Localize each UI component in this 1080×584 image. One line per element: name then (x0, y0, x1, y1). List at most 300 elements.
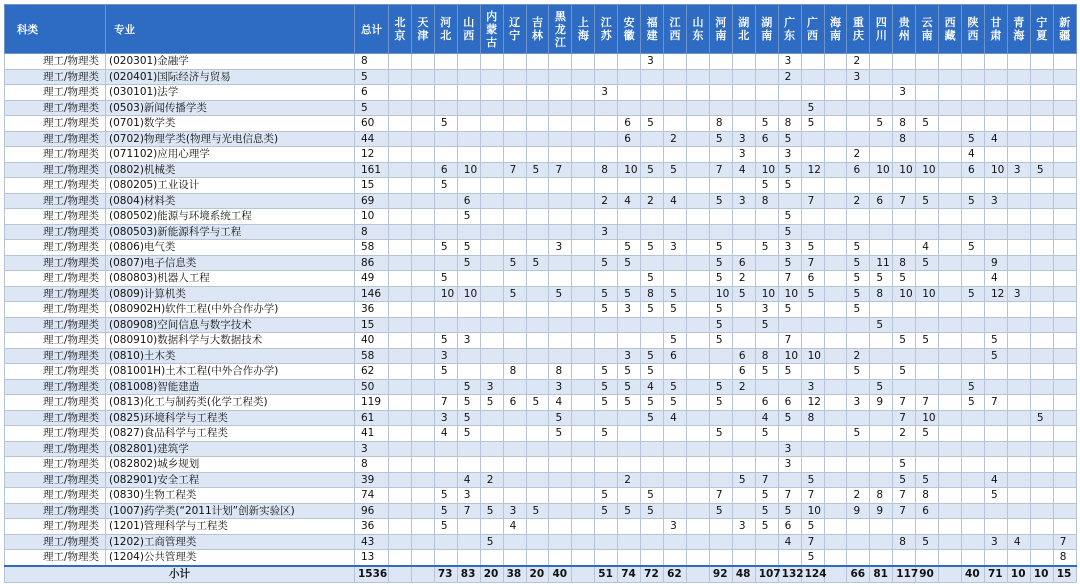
major-cell: (0503)新闻传播学类 (106, 100, 355, 116)
province-quota-cell (824, 426, 847, 442)
province-quota-cell (664, 364, 687, 380)
province-quota-cell (1007, 550, 1030, 566)
header-province (916, 5, 939, 54)
province-quota-cell (549, 519, 572, 535)
province-quota-cell (755, 85, 778, 101)
province-quota-cell: 5 (801, 472, 824, 488)
province-quota-cell (1053, 426, 1076, 442)
province-quota-cell (480, 69, 503, 85)
province-quota-cell (503, 116, 526, 132)
province-quota-cell (549, 333, 572, 349)
province-quota-cell: 6 (847, 162, 870, 178)
province-quota-cell (916, 131, 939, 147)
province-quota-cell: 8 (870, 488, 893, 504)
province-quota-cell: 7 (984, 395, 1007, 411)
table-row (5, 240, 1077, 256)
province-quota-cell (893, 441, 916, 457)
province-quota-cell (389, 426, 412, 442)
province-quota-cell (732, 85, 755, 101)
province-quota-cell (411, 193, 434, 209)
province-quota-cell (572, 116, 595, 132)
major-cell: (080908)空间信息与数字技术 (106, 317, 355, 333)
major-cell: (080902H)软件工程(中外合作办学) (106, 302, 355, 318)
major-cell: (1201)管理科学与工程类 (106, 519, 355, 535)
province-quota-cell (595, 333, 618, 349)
province-quota-cell (526, 457, 549, 473)
province-quota-cell (732, 100, 755, 116)
province-quota-cell (480, 193, 503, 209)
province-quota-cell: 5 (755, 317, 778, 333)
province-quota-cell (916, 85, 939, 101)
province-quota-cell (457, 271, 480, 287)
province-quota-cell (778, 426, 801, 442)
province-quota-cell (939, 240, 962, 256)
province-quota-cell (939, 410, 962, 426)
province-quota-cell (870, 348, 893, 364)
province-quota-cell (984, 379, 1007, 395)
province-quota-cell (847, 410, 870, 426)
province-quota-cell (1030, 457, 1053, 473)
province-quota-cell (503, 100, 526, 116)
province-quota-cell (686, 69, 709, 85)
province-quota-cell (549, 224, 572, 240)
province-quota-cell: 12 (801, 395, 824, 411)
province-quota-cell (480, 178, 503, 194)
province-quota-cell (939, 364, 962, 380)
province-quota-cell: 2 (847, 348, 870, 364)
province-quota-cell: 5 (709, 193, 732, 209)
province-quota-cell (480, 162, 503, 178)
province-quota-cell: 4 (984, 271, 1007, 287)
province-quota-cell: 3 (732, 131, 755, 147)
province-quota-cell (411, 550, 434, 566)
province-quota-cell (755, 147, 778, 163)
province-quota-cell (732, 410, 755, 426)
table-row (5, 224, 1077, 240)
province-quota-cell (686, 472, 709, 488)
province-quota-cell (411, 162, 434, 178)
province-quota-cell (1030, 395, 1053, 411)
province-quota-cell (572, 472, 595, 488)
province-quota-cell (1007, 395, 1030, 411)
province-quota-cell: 2 (778, 69, 801, 85)
province-quota-cell (526, 441, 549, 457)
province-quota-cell (870, 519, 893, 535)
category-cell: 理工/物理类 (5, 69, 106, 85)
province-quota-cell (1007, 131, 1030, 147)
header-province-label: 陕西 (967, 16, 979, 42)
subtotal-row (5, 566, 1077, 583)
province-quota-cell (870, 147, 893, 163)
province-quota-cell (572, 162, 595, 178)
province-quota-cell (641, 333, 664, 349)
province-quota-cell: 3 (732, 193, 755, 209)
province-quota-cell (618, 209, 641, 225)
province-quota-cell (801, 54, 824, 70)
province-quota-cell: 8 (595, 162, 618, 178)
province-quota-cell: 4 (984, 472, 1007, 488)
province-quota-cell (411, 457, 434, 473)
table-row (5, 519, 1077, 535)
province-quota-cell (411, 364, 434, 380)
province-quota-cell (1053, 193, 1076, 209)
header-province (801, 5, 824, 54)
province-quota-cell (1007, 379, 1030, 395)
province-quota-cell (411, 85, 434, 101)
province-quota-cell (686, 426, 709, 442)
province-quota-cell: 5 (755, 426, 778, 442)
province-quota-cell (618, 100, 641, 116)
province-quota-cell (916, 178, 939, 194)
province-quota-cell: 5 (480, 534, 503, 550)
province-quota-cell (1053, 348, 1076, 364)
header-province-label: 四川 (875, 16, 887, 42)
province-quota-cell: 7 (778, 271, 801, 287)
header-province-label: 北京 (394, 16, 406, 42)
province-quota-cell (801, 457, 824, 473)
province-quota-cell (389, 519, 412, 535)
province-quota-cell (686, 534, 709, 550)
province-quota-cell (939, 116, 962, 132)
subtotal-province-cell: 132 (778, 566, 801, 583)
province-quota-cell (572, 54, 595, 70)
province-quota-cell: 3 (595, 85, 618, 101)
province-quota-cell (526, 410, 549, 426)
major-cell: (0827)食品科学与工程类 (106, 426, 355, 442)
province-quota-cell (778, 100, 801, 116)
province-quota-cell (572, 333, 595, 349)
province-quota-cell (984, 410, 1007, 426)
province-quota-cell (962, 441, 985, 457)
province-quota-cell: 5 (755, 240, 778, 256)
province-quota-cell: 5 (755, 503, 778, 519)
province-quota-cell (389, 271, 412, 287)
province-quota-cell (411, 379, 434, 395)
province-quota-cell: 5 (595, 488, 618, 504)
total-cell: 96 (355, 503, 389, 519)
province-quota-cell: 5 (916, 472, 939, 488)
province-quota-cell (411, 209, 434, 225)
province-quota-cell: 4 (503, 519, 526, 535)
province-quota-cell (549, 503, 572, 519)
province-quota-cell: 5 (709, 379, 732, 395)
province-quota-cell (709, 348, 732, 364)
province-quota-cell: 8 (893, 534, 916, 550)
province-quota-cell (1053, 178, 1076, 194)
province-quota-cell (847, 131, 870, 147)
province-quota-cell (686, 224, 709, 240)
province-quota-cell (939, 255, 962, 271)
province-quota-cell (1053, 116, 1076, 132)
province-quota-cell: 5 (801, 100, 824, 116)
province-quota-cell (824, 69, 847, 85)
province-quota-cell: 6 (801, 271, 824, 287)
province-quota-cell (411, 441, 434, 457)
province-quota-cell (870, 302, 893, 318)
province-quota-cell: 5 (847, 364, 870, 380)
province-quota-cell (503, 550, 526, 566)
province-quota-cell (824, 379, 847, 395)
province-quota-cell (572, 209, 595, 225)
province-quota-cell (572, 379, 595, 395)
province-quota-cell (801, 317, 824, 333)
province-quota-cell: 10 (778, 286, 801, 302)
province-quota-cell (411, 286, 434, 302)
table-row (5, 100, 1077, 116)
province-quota-cell (664, 224, 687, 240)
province-quota-cell (457, 441, 480, 457)
major-cell: (080503)新能源科学与工程 (106, 224, 355, 240)
table-row (5, 410, 1077, 426)
province-quota-cell (916, 100, 939, 116)
province-quota-cell (824, 147, 847, 163)
total-cell: 15 (355, 178, 389, 194)
province-quota-cell (686, 193, 709, 209)
province-quota-cell: 10 (801, 503, 824, 519)
province-quota-cell (732, 302, 755, 318)
province-quota-cell: 6 (618, 116, 641, 132)
province-quota-cell: 5 (595, 286, 618, 302)
province-quota-cell (549, 302, 572, 318)
province-quota-cell (595, 100, 618, 116)
major-cell: (080502)能源与环境系统工程 (106, 209, 355, 225)
province-quota-cell (503, 457, 526, 473)
province-quota-cell: 5 (801, 286, 824, 302)
province-quota-cell (962, 100, 985, 116)
province-quota-cell (824, 178, 847, 194)
province-quota-cell: 7 (778, 333, 801, 349)
header-province-label: 内蒙古 (486, 9, 498, 49)
total-cell: 6 (355, 85, 389, 101)
subtotal-province-cell (411, 566, 434, 583)
header-province-label: 云南 (921, 16, 933, 42)
province-quota-cell (389, 69, 412, 85)
province-quota-cell: 5 (778, 209, 801, 225)
province-quota-cell: 5 (984, 348, 1007, 364)
total-cell: 40 (355, 333, 389, 349)
province-quota-cell (755, 379, 778, 395)
subtotal-province-cell: 40 (549, 566, 572, 583)
province-quota-cell: 4 (664, 410, 687, 426)
header-province-label: 河南 (715, 16, 727, 42)
province-quota-cell: 5 (457, 255, 480, 271)
province-quota-cell (1007, 147, 1030, 163)
table-row (5, 457, 1077, 473)
major-cell: (0806)电气类 (106, 240, 355, 256)
province-quota-cell (457, 457, 480, 473)
province-quota-cell: 2 (480, 472, 503, 488)
province-quota-cell: 5 (847, 286, 870, 302)
province-quota-cell: 4 (641, 379, 664, 395)
province-quota-cell (916, 54, 939, 70)
province-quota-cell: 5 (664, 286, 687, 302)
province-quota-cell (526, 519, 549, 535)
province-quota-cell: 6 (870, 193, 893, 209)
table-body (5, 54, 1077, 566)
province-quota-cell (618, 426, 641, 442)
province-quota-cell (686, 178, 709, 194)
province-quota-cell: 4 (755, 410, 778, 426)
province-quota-cell (824, 54, 847, 70)
province-quota-cell: 5 (595, 379, 618, 395)
province-quota-cell (595, 209, 618, 225)
category-cell: 理工/物理类 (5, 255, 106, 271)
total-cell: 3 (355, 441, 389, 457)
province-quota-cell (572, 410, 595, 426)
province-quota-cell (503, 178, 526, 194)
total-cell: 5 (355, 69, 389, 85)
category-cell: 理工/物理类 (5, 472, 106, 488)
province-quota-cell: 4 (618, 193, 641, 209)
province-quota-cell (641, 224, 664, 240)
province-quota-cell: 7 (893, 503, 916, 519)
province-quota-cell (664, 100, 687, 116)
province-quota-cell (1030, 348, 1053, 364)
header-major: 专业 (106, 5, 355, 54)
province-quota-cell (824, 193, 847, 209)
province-quota-cell (503, 302, 526, 318)
province-quota-cell (1053, 209, 1076, 225)
province-quota-cell (801, 178, 824, 194)
province-quota-cell: 8 (709, 116, 732, 132)
province-quota-cell: 3 (801, 379, 824, 395)
header-province (847, 5, 870, 54)
province-quota-cell (1007, 54, 1030, 70)
province-quota-cell: 5 (664, 162, 687, 178)
province-quota-cell: 5 (457, 379, 480, 395)
province-quota-cell (411, 488, 434, 504)
province-quota-cell (664, 255, 687, 271)
province-quota-cell (686, 116, 709, 132)
table-row (5, 317, 1077, 333)
province-quota-cell (595, 410, 618, 426)
province-quota-cell (389, 410, 412, 426)
province-quota-cell: 3 (1007, 162, 1030, 178)
category-cell: 理工/物理类 (5, 302, 106, 318)
province-quota-cell: 10 (893, 286, 916, 302)
header-province (572, 5, 595, 54)
province-quota-cell (434, 85, 457, 101)
province-quota-cell (939, 100, 962, 116)
province-quota-cell (824, 255, 847, 271)
province-quota-cell (1053, 457, 1076, 473)
province-quota-cell (1007, 333, 1030, 349)
province-quota-cell (664, 488, 687, 504)
province-quota-cell (824, 116, 847, 132)
province-quota-cell (709, 364, 732, 380)
category-cell: 理工/物理类 (5, 348, 106, 364)
province-quota-cell (755, 54, 778, 70)
province-quota-cell: 5 (893, 271, 916, 287)
province-quota-cell (778, 472, 801, 488)
province-quota-cell: 5 (801, 240, 824, 256)
total-cell: 50 (355, 379, 389, 395)
province-quota-cell (503, 54, 526, 70)
province-quota-cell (962, 348, 985, 364)
province-quota-cell (618, 54, 641, 70)
province-quota-cell: 2 (732, 379, 755, 395)
province-quota-cell (870, 410, 893, 426)
province-quota-cell (1030, 364, 1053, 380)
province-quota-cell (503, 193, 526, 209)
province-quota-cell (664, 426, 687, 442)
province-quota-cell (503, 131, 526, 147)
province-quota-cell (962, 85, 985, 101)
province-quota-cell: 6 (916, 503, 939, 519)
province-quota-cell (480, 209, 503, 225)
province-quota-cell (389, 333, 412, 349)
category-cell: 理工/物理类 (5, 333, 106, 349)
province-quota-cell (503, 240, 526, 256)
province-quota-cell: 10 (801, 348, 824, 364)
province-quota-cell (1007, 271, 1030, 287)
province-quota-cell (824, 364, 847, 380)
province-quota-cell (457, 550, 480, 566)
province-quota-cell (801, 85, 824, 101)
province-quota-cell (801, 333, 824, 349)
province-quota-cell: 6 (732, 364, 755, 380)
province-quota-cell (1053, 54, 1076, 70)
province-quota-cell (824, 224, 847, 240)
province-quota-cell (962, 255, 985, 271)
province-quota-cell (939, 193, 962, 209)
major-cell: (082901)安全工程 (106, 472, 355, 488)
header-province (824, 5, 847, 54)
province-quota-cell (618, 69, 641, 85)
province-quota-cell (1053, 317, 1076, 333)
province-quota-cell (411, 178, 434, 194)
province-quota-cell: 5 (434, 271, 457, 287)
province-quota-cell (916, 550, 939, 566)
province-quota-cell (389, 240, 412, 256)
province-quota-cell: 10 (778, 348, 801, 364)
total-cell: 10 (355, 209, 389, 225)
province-quota-cell: 10 (893, 162, 916, 178)
province-quota-cell: 3 (618, 302, 641, 318)
province-quota-cell (686, 54, 709, 70)
province-quota-cell: 3 (1007, 286, 1030, 302)
province-quota-cell: 10 (618, 162, 641, 178)
province-quota-cell: 5 (801, 519, 824, 535)
province-quota-cell (893, 519, 916, 535)
province-quota-cell: 5 (755, 178, 778, 194)
province-quota-cell: 7 (549, 162, 572, 178)
province-quota-cell: 5 (618, 240, 641, 256)
province-quota-cell: 5 (732, 286, 755, 302)
province-quota-cell (984, 317, 1007, 333)
province-quota-cell (595, 348, 618, 364)
header-province (870, 5, 893, 54)
province-quota-cell: 5 (709, 395, 732, 411)
province-quota-cell (411, 395, 434, 411)
province-quota-cell (526, 550, 549, 566)
province-quota-cell: 8 (778, 116, 801, 132)
province-quota-cell (641, 131, 664, 147)
province-quota-cell (664, 534, 687, 550)
province-quota-cell (984, 302, 1007, 318)
province-quota-cell (389, 364, 412, 380)
province-quota-cell (709, 457, 732, 473)
province-quota-cell: 5 (962, 395, 985, 411)
province-quota-cell (1030, 69, 1053, 85)
province-quota-cell: 5 (595, 395, 618, 411)
province-quota-cell (664, 54, 687, 70)
province-quota-cell (411, 240, 434, 256)
province-quota-cell: 5 (595, 302, 618, 318)
province-quota-cell (618, 85, 641, 101)
province-quota-cell (389, 147, 412, 163)
province-quota-cell (984, 519, 1007, 535)
